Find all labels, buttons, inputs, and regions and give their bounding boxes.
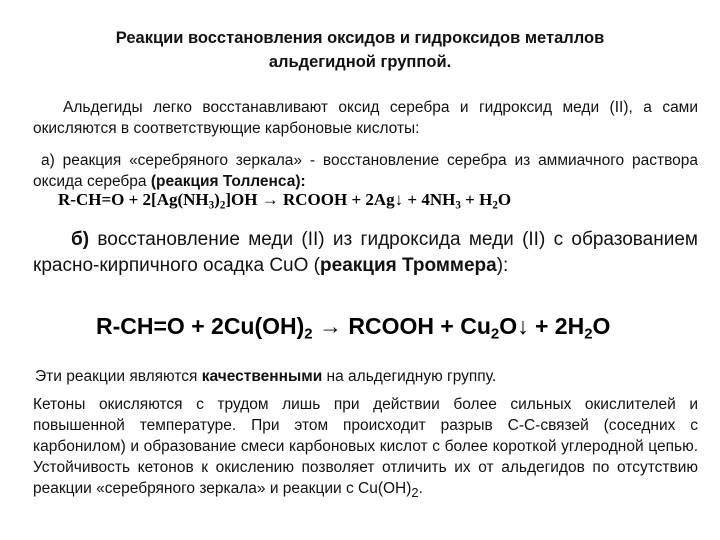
qualitative-end: на альдегидную группу. bbox=[322, 368, 497, 385]
eq1-part: + H bbox=[460, 190, 493, 209]
eq2-part: O bbox=[592, 313, 611, 339]
ketones-text: Кетоны окисляются с трудом лишь при действии более сильных окислителей и повышенной температуре. При этом происходит разрыв С-С-связей (соседних с карбонилом) и образование смеси карбоновых кислот с более короткой углеродной цепью. Устойчивость кетонов к окислению позволяет отличить их от альдегидов по отсутствию реакции «серебряного зеркала» и реакции с Cu(OH) bbox=[33, 396, 698, 497]
eq1-part: O bbox=[497, 190, 512, 209]
eq2-subscript: 2 bbox=[304, 325, 313, 343]
tollens-reaction-name: (реакция Толленса): bbox=[150, 173, 306, 190]
tollens-text: а) реакция «серебряного зеркала» - восстановление серебра из аммиачного раствора оксида серебра bbox=[33, 152, 698, 190]
eq1-part: ) bbox=[214, 190, 220, 209]
ketones-subscript: 2 bbox=[411, 485, 419, 501]
eq1-subscript: 3 bbox=[455, 199, 461, 212]
tollens-paragraph bbox=[33, 150, 698, 192]
page-title bbox=[0, 26, 720, 74]
eq2-part: → RCOOH + Cu bbox=[312, 313, 491, 339]
ketones-end: . bbox=[418, 480, 423, 497]
eq1-subscript: 2 bbox=[492, 199, 498, 212]
qualitative-start: Эти реакции являются bbox=[35, 368, 202, 385]
trommer-reaction-name: реакция Троммера bbox=[320, 255, 497, 276]
eq1-subscript: 3 bbox=[208, 199, 215, 212]
trommer-paragraph bbox=[33, 227, 698, 279]
trommer-end: ): bbox=[496, 255, 509, 276]
eq1-part: ]OH → RCOOH + 2Ag↓ + 4NH bbox=[225, 190, 456, 209]
eq2-part: R-CH=O + 2Cu(OH) bbox=[96, 313, 305, 339]
intro-paragraph bbox=[33, 97, 698, 139]
eq2-subscript: 2 bbox=[490, 325, 500, 343]
trommer-equation bbox=[96, 313, 610, 342]
intro-text: Альдегиды легко восстанавливают оксид серебра и гидроксид меди (II), а сами окисляются в соответствующие карбоновые кислоты: bbox=[33, 99, 698, 137]
title-line-1: Реакции восстановления оксидов и гидроксидов металлов bbox=[115, 29, 605, 47]
trommer-label: б) bbox=[71, 229, 90, 250]
trommer-text: восстановление меди (II) из гидроксида меди (II) с образованием красно-кирпичного осадка CuO ( bbox=[33, 229, 698, 276]
eq2-part: O↓ + 2H bbox=[499, 313, 585, 339]
qualitative-paragraph bbox=[33, 366, 698, 387]
ketones-paragraph bbox=[33, 394, 698, 503]
title-line-2: альдегидной группой. bbox=[268, 53, 452, 71]
eq1-part: R-CH=O + 2[Ag(NH bbox=[58, 190, 209, 209]
qualitative-keyword: качественными bbox=[201, 368, 323, 385]
eq1-subscript: 2 bbox=[219, 199, 226, 212]
tollens-equation bbox=[58, 190, 511, 211]
eq2-subscript: 2 bbox=[584, 325, 593, 343]
